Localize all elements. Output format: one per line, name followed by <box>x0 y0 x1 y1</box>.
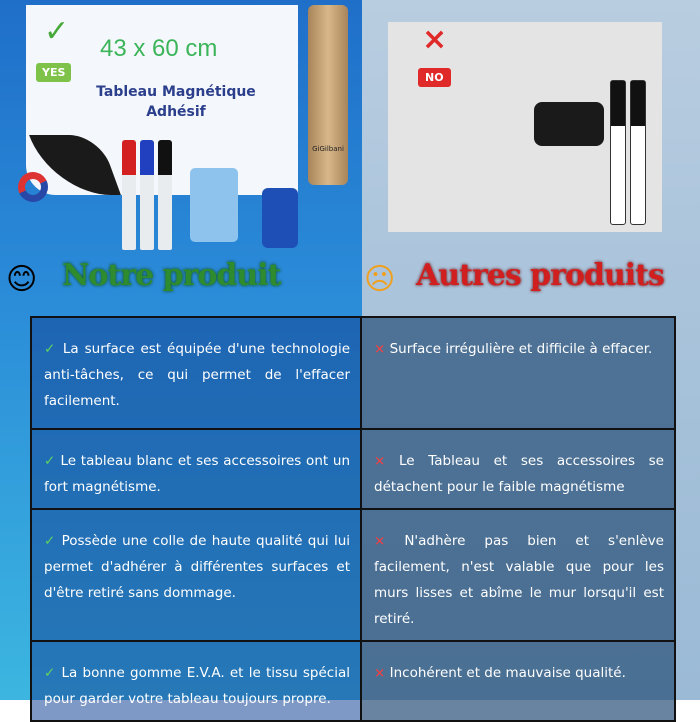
happy-face-icon: 😊 <box>6 262 38 297</box>
product-name: Tableau Magnétique Adhésif <box>96 84 256 120</box>
other-feature: N'adhère pas bien et s'enlève facilement, n'est valable que pour les murs lisses et abîme le mur lorsqu'il est retiré. <box>374 533 664 627</box>
check-icon: ✓ <box>44 533 57 549</box>
our-feature: La surface est équipée d'une technologie anti-tâches, ce qui permet de l'effacer facilement. <box>44 341 350 409</box>
sad-face-icon: ☹ <box>364 262 396 297</box>
brand-logo: GiGilbani <box>312 145 344 153</box>
black-eraser-image <box>534 102 604 146</box>
our-feature: Le tableau blanc et ses accessoires ont un fort magnétisme. <box>44 453 351 495</box>
check-icon: ✓ <box>44 665 57 681</box>
check-icon: ✓ <box>44 341 57 357</box>
blue-eraser-image <box>262 188 298 248</box>
other-feature: Surface irrégulière et difficile à effacer. <box>389 341 653 357</box>
cross-icon: × <box>374 533 386 549</box>
blue-marker-image <box>140 140 154 250</box>
marker-holder-image <box>190 168 238 242</box>
cross-icon: × <box>374 665 386 681</box>
our-feature: Possède une colle de haute qualité qui lui permet d'adhérer à différentes surfaces et d'être retiré sans dommage. <box>44 533 351 601</box>
our-feature: La bonne gomme E.V.A. et le tissu spécial pour garder votre tableau toujours propre. <box>44 665 351 707</box>
other-feature: Incohérent et de mauvaise qualité. <box>389 665 626 681</box>
other-feature: Le Tableau et ses accessoires se détachent pour le faible magnétisme <box>374 453 664 495</box>
table-row <box>31 317 675 429</box>
cross-icon: × <box>374 453 386 469</box>
black-marker-image <box>158 140 172 250</box>
table-row <box>31 509 675 641</box>
other-products-heading: Autres produits <box>416 258 664 293</box>
no-badge: NO <box>418 68 451 87</box>
check-icon: ✓ <box>44 14 70 49</box>
red-marker-image <box>122 140 136 250</box>
size-label: 43 x 60 cm <box>100 35 218 62</box>
cross-icon: × <box>422 22 448 57</box>
pen-image <box>630 80 646 225</box>
check-icon: ✓ <box>44 453 56 469</box>
yes-badge: YES <box>36 63 71 82</box>
comparison-table <box>30 316 676 722</box>
table-row <box>31 641 675 721</box>
our-product-heading: Notre produit <box>62 258 281 293</box>
pen-image <box>610 80 626 225</box>
table-row <box>31 429 675 509</box>
packaging-tube-image <box>308 5 348 185</box>
cross-icon: × <box>374 341 386 357</box>
